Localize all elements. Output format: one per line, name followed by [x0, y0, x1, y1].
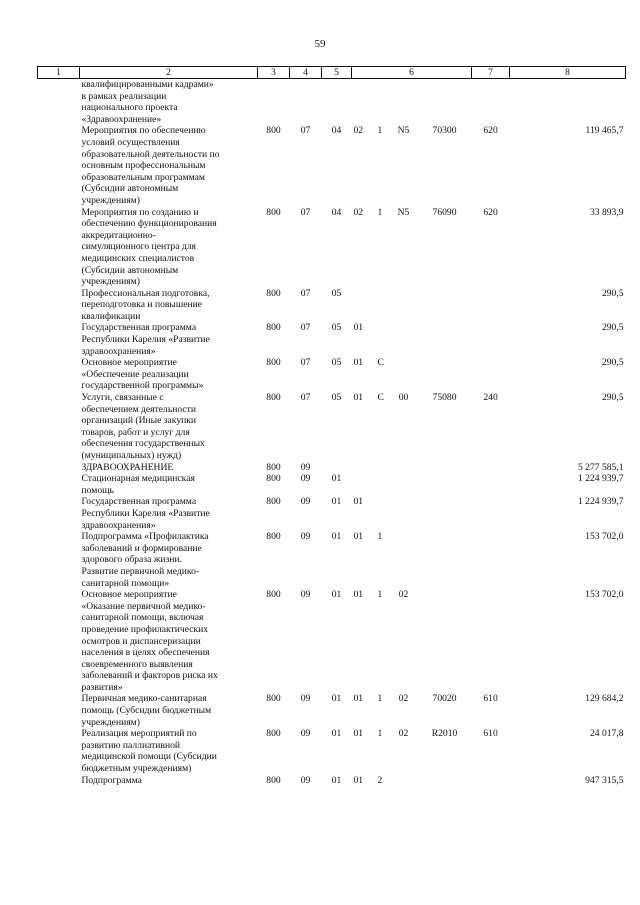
- cell-expense-type: 620: [483, 125, 498, 137]
- cell-subsection-code: 09: [300, 589, 311, 601]
- cell-item-code: 04: [331, 125, 342, 137]
- cell-subsection-code: 07: [300, 357, 311, 369]
- cell-col-1: [38, 589, 80, 693]
- cell-subprogram-code: 2: [377, 774, 383, 786]
- cell-program-code: 01: [353, 357, 364, 369]
- cell-event-code: N5: [397, 125, 410, 137]
- cell-item-code: 05: [331, 357, 342, 369]
- cell-item-code: 05: [331, 392, 342, 404]
- cell-item-code: 01: [331, 496, 342, 508]
- table-row: [38, 473, 626, 496]
- cell-direction-code: [418, 462, 472, 474]
- cell-program-code: 01: [353, 322, 364, 334]
- cell-direction-code: [418, 79, 472, 126]
- cell-subsection-code: 07: [300, 392, 311, 404]
- cell-section-code: 800: [266, 392, 281, 404]
- cell-amount: 153 702,0: [585, 589, 624, 601]
- cell-col-1: [38, 693, 80, 728]
- cell-direction-code: 75080: [432, 392, 457, 404]
- cell-program-code: 01: [353, 496, 364, 508]
- cell-item-code: 01: [331, 728, 342, 740]
- table-row: [38, 496, 626, 531]
- cell-program-code: 01: [353, 774, 364, 786]
- cell-col-1: [38, 775, 80, 787]
- table-row: [38, 207, 626, 288]
- cell-expense-type: [472, 357, 510, 392]
- cell-program-code: [352, 473, 376, 496]
- cell-amount: 153 702,0: [585, 531, 624, 543]
- table-row: [38, 288, 626, 323]
- cell-subsection-code: 09: [300, 496, 311, 508]
- cell-subsection-code: 09: [300, 693, 311, 705]
- cell-expense-type: [472, 322, 510, 357]
- cell-subsection-code: 09: [300, 461, 311, 473]
- table-row: [38, 693, 626, 728]
- cell-direction-code: 70300: [432, 125, 457, 137]
- cell-program-code: 01: [353, 728, 364, 740]
- cell-event-code: 02: [398, 589, 409, 601]
- table-row: [38, 531, 626, 589]
- cell-subprogram-code: С: [377, 392, 384, 404]
- cell-event-code: [390, 775, 418, 787]
- cell-subprogram-code: [376, 462, 390, 474]
- cell-event-code: 02: [398, 728, 409, 740]
- cell-section-code: 800: [266, 531, 281, 543]
- cell-section-code: 800: [266, 589, 281, 601]
- cell-item-code: 01: [331, 589, 342, 601]
- cell-col-1: [38, 392, 80, 462]
- cell-program-code: 01: [353, 589, 364, 601]
- header-col-2: 2: [80, 67, 258, 79]
- cell-event-code: [390, 79, 418, 126]
- header-col-4: 4: [290, 67, 322, 79]
- cell-name: Основное мероприятие «Обеспечение реализации государственной программы»: [81, 357, 204, 392]
- cell-amount: 24 017,8: [589, 728, 624, 740]
- cell-subprogram-code: 1: [377, 589, 383, 601]
- cell-col-1: [38, 322, 80, 357]
- cell-subsection-code: 09: [300, 728, 311, 740]
- cell-col-1: [38, 79, 80, 126]
- cell-direction-code: [418, 496, 472, 531]
- cell-item-code: 04: [331, 206, 342, 218]
- cell-col-1: [38, 496, 80, 531]
- cell-expense-type: 610: [483, 728, 498, 740]
- table-row: [38, 79, 626, 126]
- header-col-5: 5: [322, 67, 352, 79]
- cell-subsection-code: 09: [300, 531, 311, 543]
- cell-name: Подпрограмма: [81, 774, 142, 786]
- cell-item-code: 01: [331, 473, 342, 485]
- cell-program-code: 01: [353, 392, 364, 404]
- cell-amount: 5 277 585,1: [577, 461, 624, 473]
- table-row: [38, 775, 626, 787]
- cell-subprogram-code: [376, 473, 390, 496]
- cell-program-code: 02: [353, 125, 364, 137]
- cell-subsection-code: 09: [300, 473, 311, 485]
- cell-section-code: 800: [266, 322, 281, 334]
- cell-direction-code: 70020: [432, 693, 457, 705]
- cell-item-code: 01: [331, 774, 342, 786]
- cell-expense-type: [472, 79, 510, 126]
- cell-expense-type: [472, 462, 510, 474]
- cell-amount: 290,5: [601, 357, 624, 369]
- cell-amount: 33 893,9: [589, 206, 624, 218]
- cell-event-code: 02: [398, 693, 409, 705]
- cell-name: Стационарная медицинская помощь: [81, 473, 195, 496]
- cell-name: Основное мероприятие «Оказание первичной медико- санитарной помощи, включая проведение профилактических осмотров и диспансеризации населения в целях обеспечения своевременного выявления заболеваний и факторов риска их развития»: [81, 589, 218, 693]
- cell-direction-code: [418, 357, 472, 392]
- cell-program-code: [352, 79, 376, 126]
- cell-subsection-code: 09: [300, 774, 311, 786]
- cell-item-code: 01: [331, 693, 342, 705]
- cell-section-code: 800: [266, 461, 281, 473]
- cell-name: Реализация мероприятий по развитию паллиативной медицинской помощи (Субсидии бюджетным учреждениям): [81, 728, 217, 775]
- cell-col-1: [38, 473, 80, 496]
- cell-event-code: 00: [398, 392, 409, 404]
- cell-direction-code: [418, 775, 472, 787]
- cell-subprogram-code: 1: [377, 206, 383, 218]
- cell-event-code: [390, 462, 418, 474]
- cell-item-code: [322, 462, 352, 474]
- cell-amount: 947 315,5: [585, 774, 624, 786]
- cell-name: Подпрограмма «Профилактика заболеваний и формирование здорового образа жизни. Развитие первичной медико- санитарной помощи»: [81, 531, 209, 589]
- cell-amount: 290,5: [601, 392, 624, 404]
- cell-program-code: 02: [353, 206, 364, 218]
- cell-direction-code: [418, 473, 472, 496]
- cell-direction-code: [418, 288, 472, 323]
- cell-amount: 1 224 939,7: [577, 473, 624, 485]
- cell-subprogram-code: 1: [377, 125, 383, 137]
- cell-name: ЗДРАВООХРАНЕНИЕ: [81, 461, 174, 473]
- cell-col-1: [38, 462, 80, 474]
- cell-item-code: 05: [331, 322, 342, 334]
- cell-item-code: 01: [331, 531, 342, 543]
- cell-section-code: 800: [266, 206, 281, 218]
- cell-name: Первичная медико-санитарная помощь (Субсидии бюджетным учреждениям): [81, 693, 212, 728]
- cell-amount: [510, 79, 626, 126]
- cell-expense-type: [472, 496, 510, 531]
- cell-subprogram-code: [376, 288, 390, 323]
- table-row: [38, 125, 626, 206]
- table-row: [38, 357, 626, 392]
- cell-name: Услуги, связанные с обеспечением деятельности организаций (Иные закупки товаров, работ и услуг для обеспечения государственных (муниципальных) нужд): [81, 392, 205, 461]
- cell-col-1: [38, 728, 80, 774]
- cell-program-code: [352, 288, 376, 323]
- cell-direction-code: 76090: [432, 206, 457, 218]
- header-col-1: 1: [38, 67, 80, 79]
- cell-event-code: [390, 322, 418, 357]
- cell-item-code: [322, 79, 352, 126]
- cell-section-code: 800: [266, 496, 281, 508]
- cell-event-code: [390, 531, 418, 589]
- cell-amount: 290,5: [601, 287, 624, 299]
- cell-expense-type: [472, 288, 510, 323]
- cell-name: Мероприятия по обеспечению условий осуществления образовательной деятельности по основным профессиональным образовательным программам (Субсидии автономным учреждениям): [81, 125, 220, 206]
- cell-section-code: 800: [266, 125, 281, 137]
- cell-name: Государственная программа Республики Карелия «Развитие здравоохранения»: [81, 322, 210, 357]
- cell-event-code: [390, 357, 418, 392]
- cell-subsection-code: 07: [300, 322, 311, 334]
- cell-expense-type: 620: [483, 206, 498, 218]
- table-row: [38, 322, 626, 357]
- cell-amount: 290,5: [601, 322, 624, 334]
- cell-direction-code: [418, 531, 472, 589]
- cell-subprogram-code: [376, 496, 390, 531]
- cell-section-code: 800: [266, 728, 281, 740]
- cell-expense-type: [472, 473, 510, 496]
- cell-expense-type: [472, 775, 510, 787]
- cell-subsection-code: 07: [300, 125, 311, 137]
- cell-item-code: 05: [331, 287, 342, 299]
- cell-section-code: [258, 79, 290, 126]
- cell-event-code: N5: [397, 206, 410, 218]
- cell-section-code: 800: [266, 473, 281, 485]
- cell-event-code: [390, 288, 418, 323]
- header-row: [38, 67, 626, 79]
- cell-subprogram-code: 1: [377, 728, 383, 740]
- cell-program-code: [352, 462, 376, 474]
- cell-event-code: [390, 496, 418, 531]
- cell-expense-type: [472, 589, 510, 693]
- cell-section-code: 800: [266, 693, 281, 705]
- cell-subprogram-code: С: [377, 357, 384, 369]
- cell-section-code: 800: [266, 357, 281, 369]
- cell-subsection-code: [290, 79, 322, 126]
- cell-subprogram-code: 1: [377, 693, 383, 705]
- page-number: 59: [314, 38, 326, 50]
- table-header: [38, 67, 626, 79]
- header-col-6: 6: [352, 67, 472, 79]
- cell-subsection-code: 07: [300, 287, 311, 299]
- cell-name: Мероприятия по созданию и обеспечению функционирования аккредитационно- симуляционного центра для медицинских специалистов (Субсидии автономным учреждениям): [81, 206, 217, 288]
- cell-amount: 129 684,2: [585, 693, 624, 705]
- cell-direction-code: [418, 322, 472, 357]
- header-col-3: 3: [258, 67, 290, 79]
- cell-col-1: [38, 288, 80, 323]
- table-row: [38, 462, 626, 474]
- cell-direction-code: R2010: [431, 728, 458, 740]
- table-row: [38, 589, 626, 693]
- cell-expense-type: [472, 531, 510, 589]
- cell-name: квалифицированными кадрами» в рамках реализации национального проекта «Здравоохранение»: [81, 79, 214, 125]
- cell-section-code: 800: [266, 774, 281, 786]
- header-col-8: 8: [510, 67, 626, 79]
- cell-name: Государственная программа Республики Карелия «Развитие здравоохранения»: [81, 496, 210, 531]
- cell-col-1: [38, 531, 80, 589]
- budget-table: [37, 66, 626, 786]
- table-row: [38, 392, 626, 462]
- cell-section-code: 800: [266, 287, 281, 299]
- cell-subsection-code: 07: [300, 206, 311, 218]
- header-col-7: 7: [472, 67, 510, 79]
- cell-program-code: 01: [353, 693, 364, 705]
- cell-expense-type: 610: [483, 693, 498, 705]
- cell-col-1: [38, 125, 80, 206]
- cell-subprogram-code: [376, 322, 390, 357]
- cell-subprogram-code: 1: [377, 531, 383, 543]
- cell-name: Профессиональная подготовка, переподготовка и повышение квалификации: [81, 287, 210, 322]
- cell-col-1: [38, 207, 80, 288]
- cell-col-1: [38, 357, 80, 392]
- cell-subprogram-code: [376, 79, 390, 126]
- cell-amount: 119 465,7: [585, 125, 624, 137]
- cell-expense-type: 240: [483, 392, 498, 404]
- cell-event-code: [390, 473, 418, 496]
- table-row: [38, 728, 626, 774]
- cell-program-code: 01: [353, 531, 364, 543]
- table-body: [38, 79, 626, 787]
- cell-direction-code: [418, 589, 472, 693]
- cell-amount: 1 224 939,7: [577, 496, 624, 508]
